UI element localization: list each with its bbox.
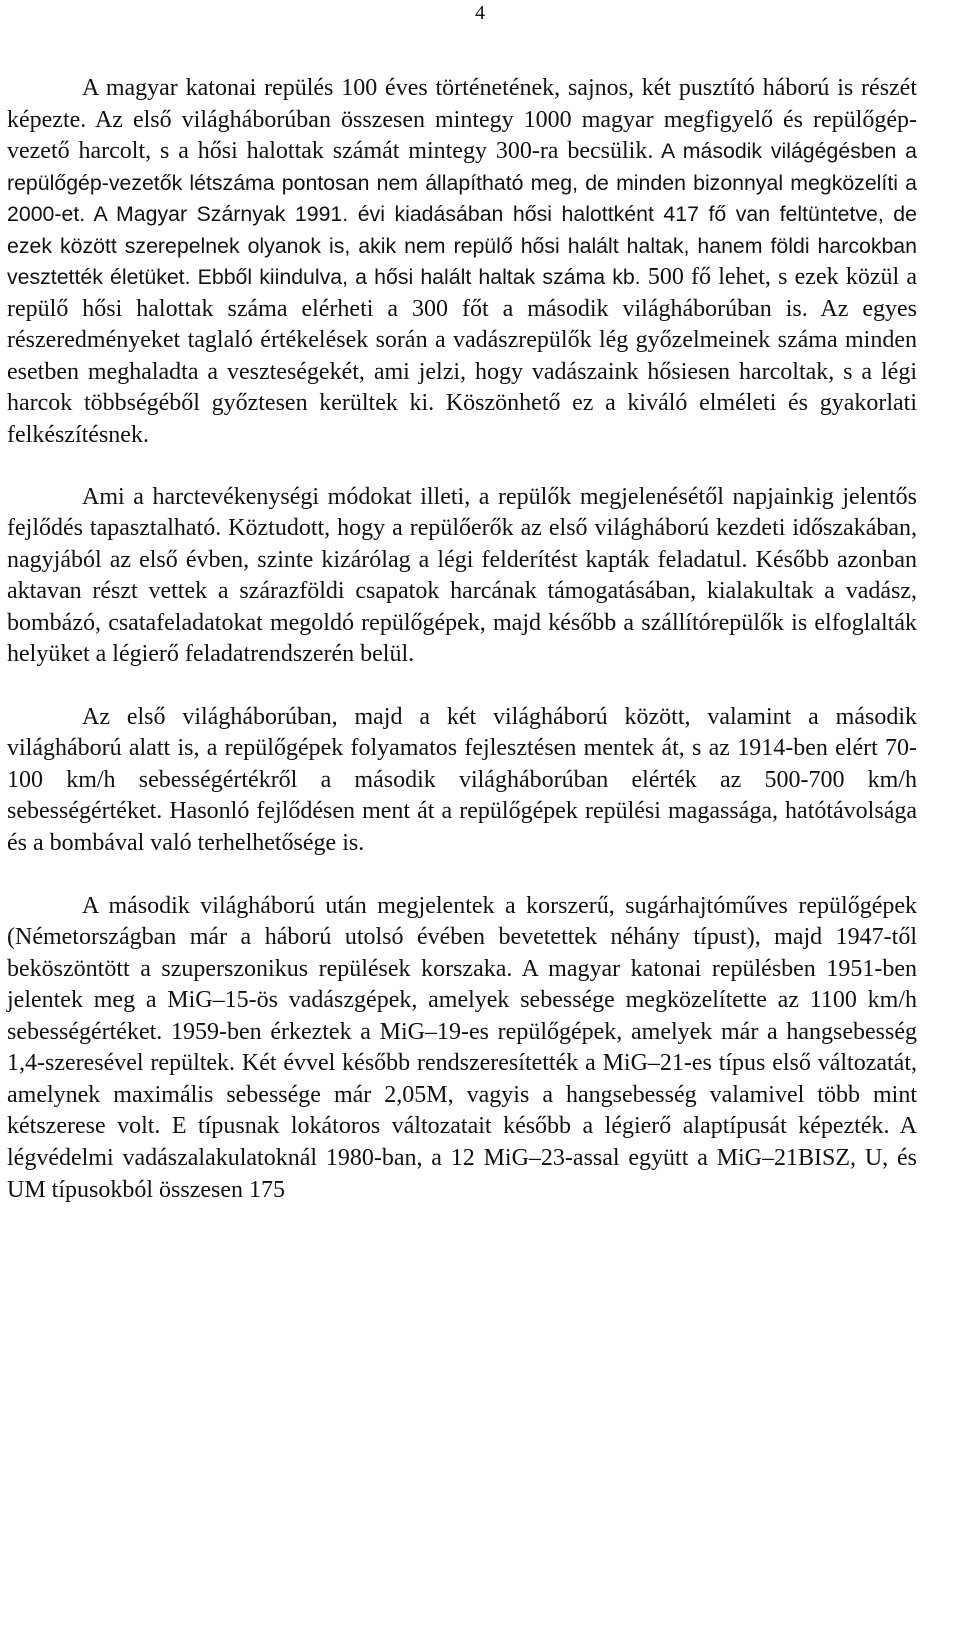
paragraph-2: Ami a harctevékenységi módokat illeti, a repülők megjelenésétől napjainkig jelentős fejlődés tapasztalható. Köztudott, hogy a repülőerők az első világháború kezdeti időszakában, nagyjából az első évben, szinte kizárólag a légi felderítést kapták feladatul. Később azonban aktavan részt vettek a szárazföldi csapatok harcának támogatásában, kialakultak a vadász, bombázó, csatafeladatokat megoldó repülőgépek, majd később a szállítórepülők is elfoglalták helyüket a légierő feladatrendszerén belül. [7,483,917,668]
body-text [7,73,917,1206]
paragraph-4: A második világháború után megjelentek a korszerű, sugárhajtóműves repülőgépek (Németországban már a háború utolsó évében bevetettek néhány típust), majd 1947-től beköszöntött a szuperszonikus repülések korszaka. A magyar katonai repülésben 1951-ben jelentek meg a MiG–15-ös vadászgépek, amelyek sebessége megközelítette az 1100 km/h sebességértéket. 1959-ben érkeztek a MiG–19-es repülőgépek, amelyek már a hangsebesség 1,4-szeresével repültek. Két évvel később rendszeresítették a MiG–21-es típus első változatát, amelynek maximális sebessége már 2,05M, vagyis a hangsebesség valamivel több mint kétszerese volt. E típusnak lokátoros változatait később a légierő alaptípusát képezték. A légvédelmi vadászalakulatoknál 1980-ban, a 12 MiG–23-assal együtt a MiG–21BISZ, U, és UM típusokból összesen 175 [7,892,917,1203]
page-number: 4 [475,2,485,24]
paragraph-3: Az első világháborúban, majd a két világháború között, valamint a második világháború alatt is, a repülőgépek folyamatos fejlesztésen mentek át, s az 1914-ben elért 70-100 km/h sebességértékről a második világháborúban elérték az 500-700 km/h sebességértéket. Hasonló fejlődésen ment át a repülőgépek repülési magassága, hatótávolsága és a bombával való terhelhetősége is. [7,703,917,857]
paragraph-1 [7,73,917,452]
paragraph-1-part-a: A magyar katonai repülés 100 éves történetének, sajnos, két pusztító háború is részét képezte. Az első világháborúban összesen mintegy 1000 magyar megfigyelő és repülőgép-vezető harcolt, s a hősi halottak számát mintegy 300-ra becsülik. [7,75,917,165]
paragraph-1-part-c: 500 fő lehet, s ezek közül a repülő hősi halottak száma elérheti a 300 főt a második világháborúban is. Az egyes részeredményeket taglaló értékelések során a vadászrepülők lég győzelmeinek száma minden esetben meghaladta a veszteségekét, ami jelzi, hogy vadászaink hősiesen harcoltak, s a légi harcok többségéből győztesen kerültek ki. Köszönhető ez a kiváló elméleti és gyakorlati felkészítésnek. [7,264,918,449]
paragraph-1-part-b: A második világégésben a repülőgép-vezetők létszáma pontosan nem állapítható meg, de minden bizonnyal megközelíti a 2000-et. A Magyar Szárnyak 1991. évi kiadásában hősi halottként 417 fő van feltüntetve, de ezek között szerepelnek olyanok is, akik nem repülő hősi halált haltak, hanem földi harcokban vesztették életüket. Ebből kiindulva, a hősi halált haltak száma kb. [7,139,917,290]
